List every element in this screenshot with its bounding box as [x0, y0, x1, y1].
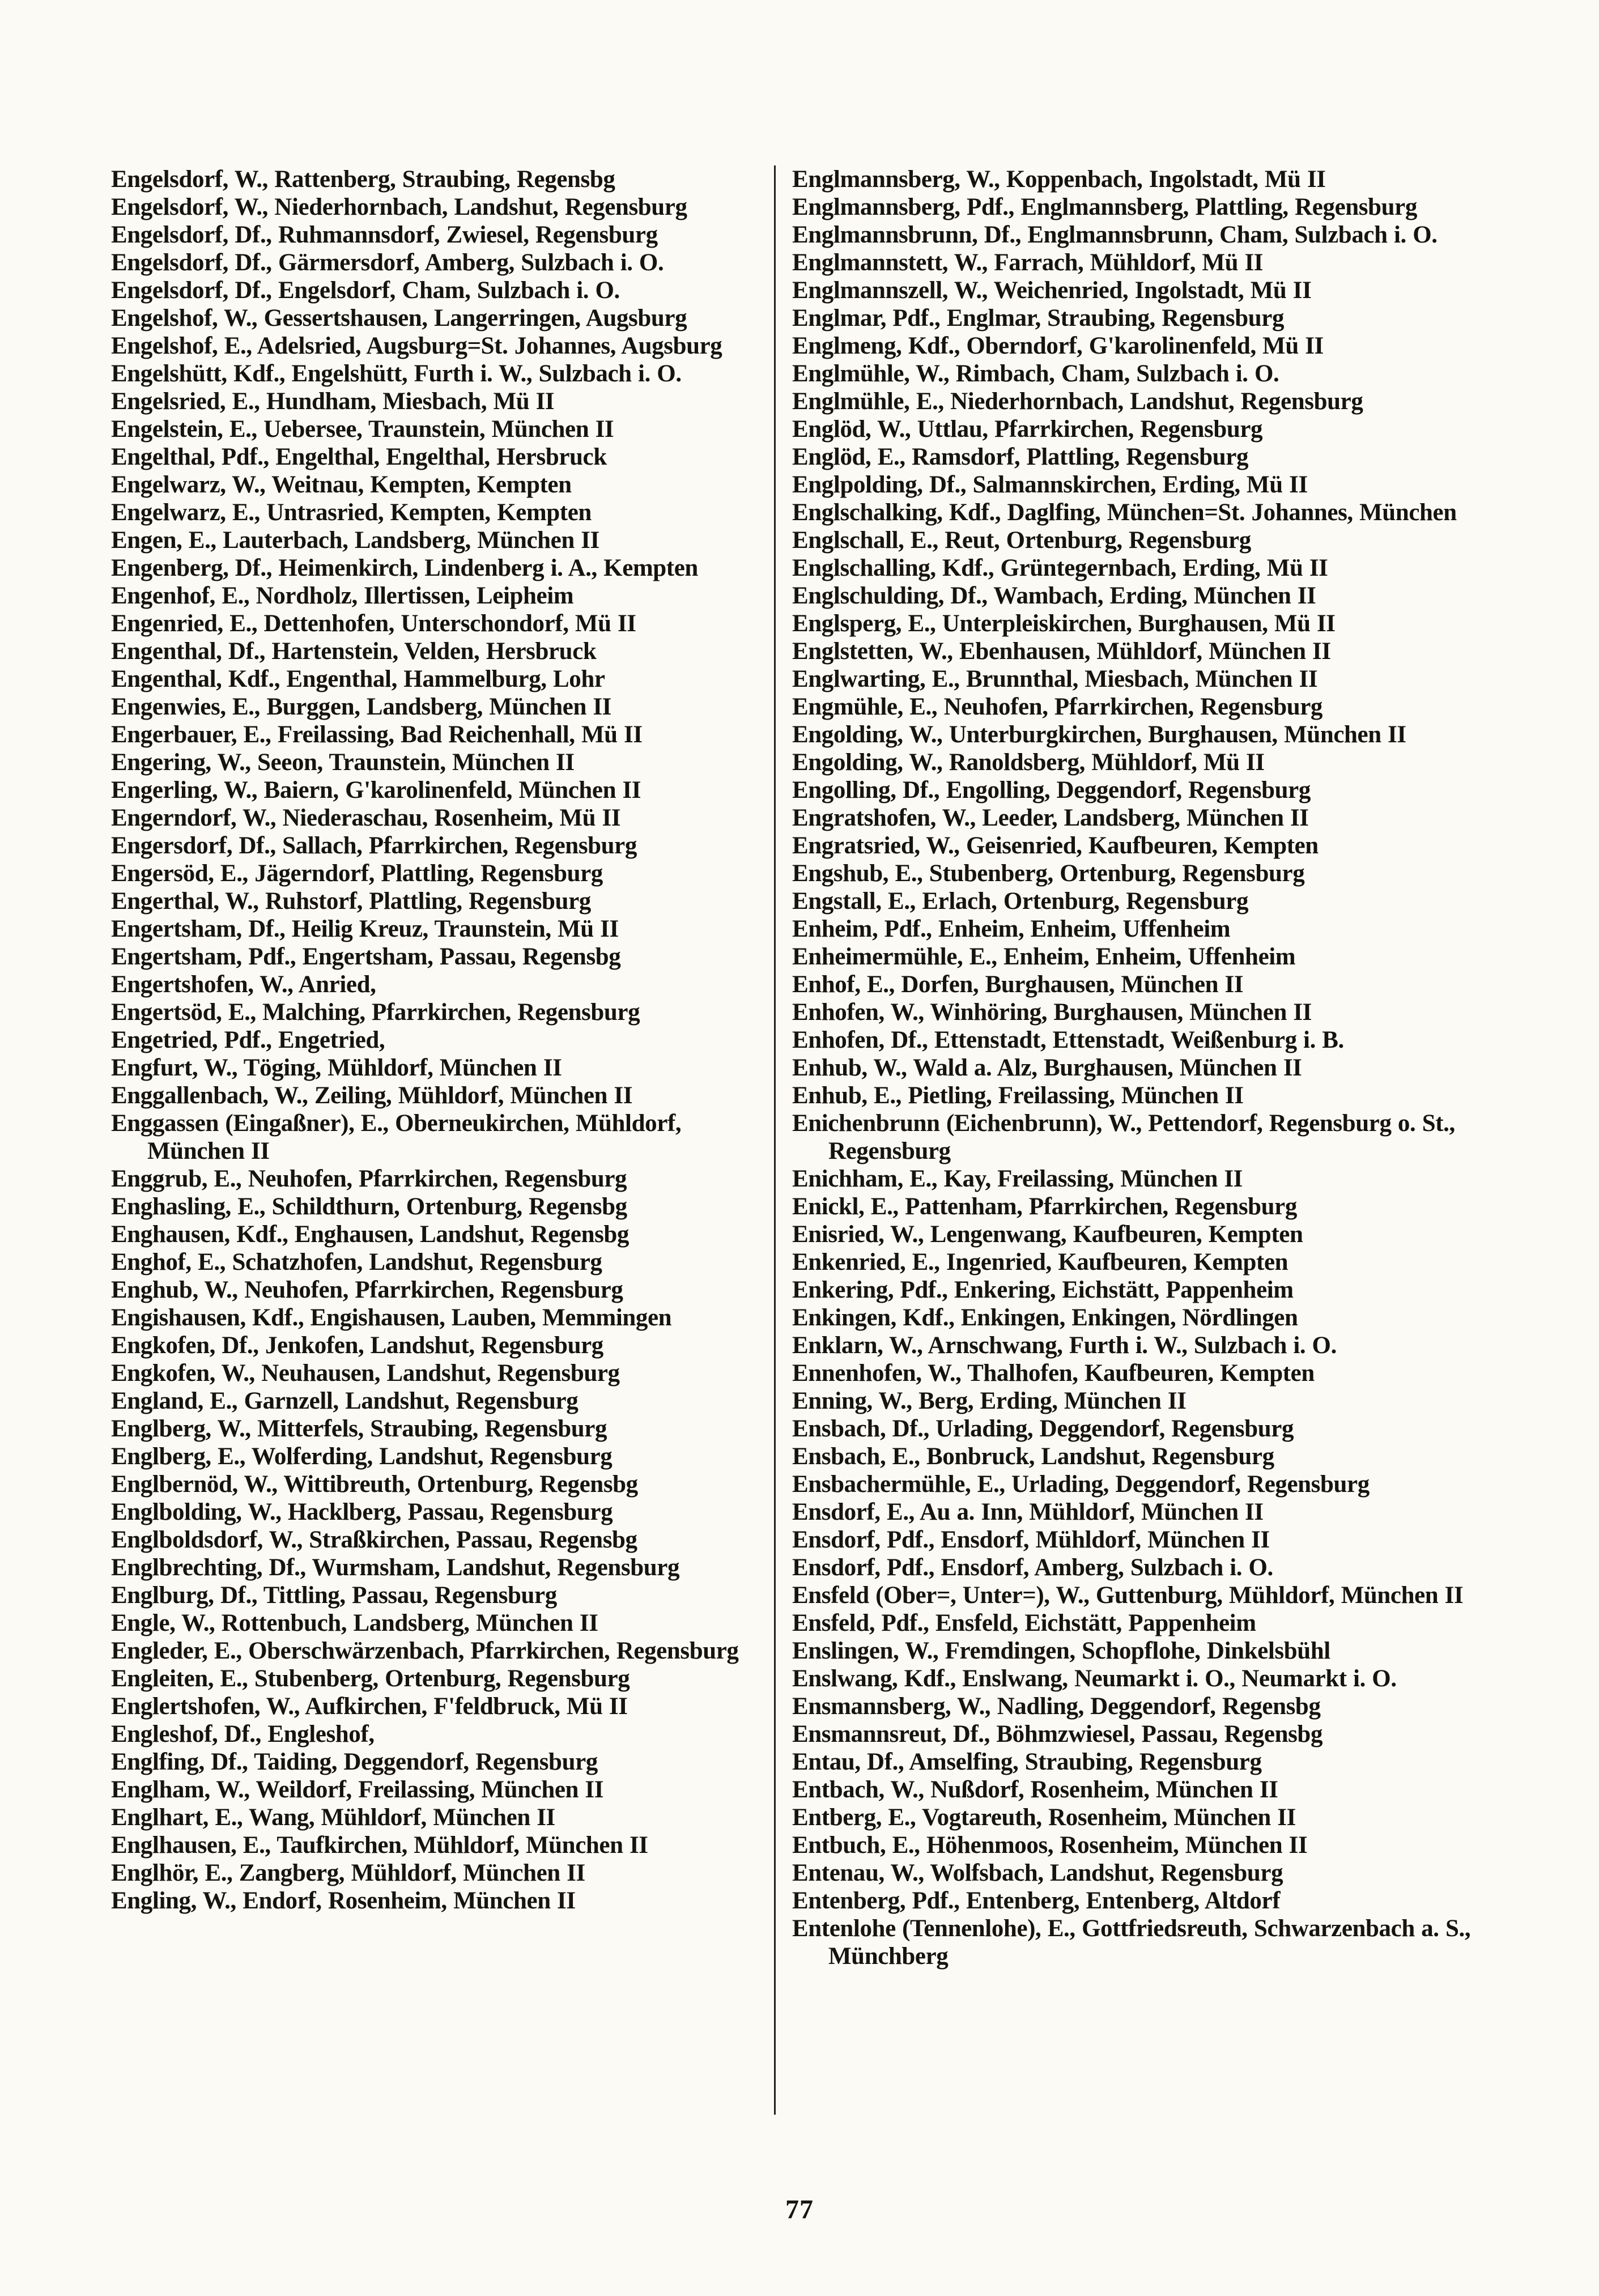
entry: Engstall, E., Erlach, Ortenburg, Regensburg	[792, 888, 1249, 915]
page-number: 77	[785, 2195, 814, 2225]
entry: Enhub, E., Pietling, Freilassing, München II	[792, 1082, 1244, 1109]
entry: Enning, W., Berg, Erding, München II	[792, 1388, 1187, 1414]
entry: Englschalling, Kdf., Grüntegernbach, Erding, Mü II	[792, 555, 1328, 581]
entry: Ensdorf, Pdf., Ensdorf, Mühldorf, München II	[792, 1527, 1270, 1553]
entry: Englschalking, Kdf., Daglfing, München=St. Johannes, München	[792, 499, 1457, 526]
entry: Engelstein, E., Uebersee, Traunstein, München II	[111, 416, 614, 443]
entry: Englmannsberg, Pdf., Englmannsberg, Plattling, Regensburg	[792, 194, 1417, 220]
entry: Enggrub, E., Neuhofen, Pfarrkirchen, Regensburg	[111, 1166, 627, 1192]
entry: Englboldsdorf, W., Straßkirchen, Passau, Regensbg	[111, 1527, 637, 1553]
entry: Entbach, W., Nußdorf, Rosenheim, München II	[792, 1776, 1278, 1803]
entry: Engmühle, E., Neuhofen, Pfarrkirchen, Regensburg	[792, 694, 1323, 720]
entry: Engelwarz, E., Untrasried, Kempten, Kempten	[111, 499, 592, 526]
entry: Engerthal, W., Ruhstorf, Plattling, Regensburg	[111, 888, 591, 915]
entry: Engelsdorf, W., Rattenberg, Straubing, Regensbg	[111, 166, 615, 193]
entry: Engerndorf, W., Niederaschau, Rosenheim, Mü II	[111, 805, 621, 831]
entry: Ensdorf, Pdf., Ensdorf, Amberg, Sulzbach i. O.	[792, 1554, 1273, 1581]
entry: Engertsöd, E., Malching, Pfarrkirchen, Regensburg	[111, 999, 640, 1026]
entry: Englmannstett, W., Farrach, Mühldorf, Mü II	[792, 249, 1264, 276]
entry: Engenried, E., Dettenhofen, Unterschondorf, Mü II	[111, 610, 636, 637]
entry: Engelsdorf, W., Niederhornbach, Landshut, Regensburg	[111, 194, 687, 220]
entry: Enichham, E., Kay, Freilassing, München II	[792, 1166, 1243, 1192]
entry: Engelsdorf, Df., Engelsdorf, Cham, Sulzbach i. O.	[111, 277, 620, 304]
entry: Enghasling, E., Schildthurn, Ortenburg, Regensbg	[111, 1193, 627, 1220]
entry: Ensdorf, E., Au a. Inn, Mühldorf, München II	[792, 1499, 1264, 1525]
entry: Engersöd, E., Jägerndorf, Plattling, Regensburg	[111, 860, 603, 887]
entry: Entau, Df., Amselfing, Straubing, Regensburg	[792, 1749, 1262, 1775]
entry: Ensbachermühle, E., Urlading, Deggendorf, Regensburg	[792, 1471, 1370, 1498]
entry: Entenlohe (Tennenlohe), E., Gottfriedsreuth, Schwarzenbach a. S., Münchberg	[792, 1915, 1471, 1970]
entry: Englstetten, W., Ebenhausen, Mühldorf, München II	[792, 638, 1331, 665]
entry: Englschulding, Df., Wambach, Erding, München II	[792, 582, 1316, 609]
entry: Engelshof, E., Adelsried, Augsburg=St. Johannes, Augsburg	[111, 333, 722, 359]
entry: Entberg, E., Vogtareuth, Rosenheim, München II	[792, 1804, 1296, 1831]
entry: Englbernöd, W., Wittibreuth, Ortenburg, Regensbg	[111, 1471, 638, 1498]
entry: Engle, W., Rottenbuch, Landsberg, München II	[111, 1610, 598, 1636]
entry: Engling, W., Endorf, Rosenheim, München II	[111, 1887, 576, 1914]
entry: Englöd, W., Uttlau, Pfarrkirchen, Regensburg	[792, 416, 1263, 443]
entry: Engerling, W., Baiern, G'karolinenfeld, München II	[111, 777, 641, 803]
entry: Engelthal, Pdf., Engelthal, Engelthal, Hersbruck	[111, 444, 607, 470]
entry: Engleshof, Df., Engleshof,	[111, 1721, 375, 1747]
entry: Englpolding, Df., Salmannskirchen, Erding, Mü II	[792, 471, 1308, 498]
entry: Englbolding, W., Hacklberg, Passau, Regensburg	[111, 1499, 613, 1525]
entry: Englhart, E., Wang, Mühldorf, München II	[111, 1804, 555, 1831]
right-column	[792, 165, 1498, 1970]
entry: Enslingen, W., Fremdingen, Schopflohe, Dinkelsbühl	[792, 1638, 1330, 1664]
entry: Enkering, Pdf., Enkering, Eichstätt, Pappenheim	[792, 1277, 1294, 1303]
entry: Engertsham, Pdf., Engertsham, Passau, Regensbg	[111, 943, 621, 970]
entry: Engishausen, Kdf., Engishausen, Lauben, Memmingen	[111, 1304, 672, 1331]
entry: Enghof, E., Schatzhofen, Landshut, Regensburg	[111, 1249, 602, 1275]
entry: Enisried, W., Lengenwang, Kaufbeuren, Kempten	[792, 1221, 1303, 1248]
entry: Engelshütt, Kdf., Engelshütt, Furth i. W., Sulzbach i. O.	[111, 360, 682, 387]
entry: Engleder, E., Oberschwärzenbach, Pfarrkirchen, Regensburg	[111, 1638, 739, 1664]
entry: Engenthal, Df., Hartenstein, Velden, Hersbruck	[111, 638, 597, 665]
entry: Engelsdorf, Df., Gärmersdorf, Amberg, Sulzbach i. O.	[111, 249, 664, 276]
entry: Englhausen, E., Taufkirchen, Mühldorf, München II	[111, 1832, 648, 1859]
entry: Engenhof, E., Nordholz, Illertissen, Leipheim	[111, 582, 574, 609]
entry: Engshub, E., Stubenberg, Ortenburg, Regensburg	[792, 860, 1305, 887]
entry: Englmannsberg, W., Koppenbach, Ingolstadt, Mü II	[792, 166, 1326, 193]
entry: Engfurt, W., Töging, Mühldorf, München II	[111, 1055, 562, 1081]
entry: Engenthal, Kdf., Engenthal, Hammelburg, Lohr	[111, 666, 605, 692]
entry: Engerbauer, E., Freilassing, Bad Reichenhall, Mü II	[111, 721, 643, 748]
entry: Enhofen, W., Winhöring, Burghausen, München II	[792, 999, 1312, 1026]
entry: Ensbach, E., Bonbruck, Landshut, Regensburg	[792, 1443, 1274, 1470]
entry: Engratshofen, W., Leeder, Landsberg, München II	[792, 805, 1309, 831]
entry: Enhofen, Df., Ettenstadt, Ettenstadt, Weißenburg i. B.	[792, 1027, 1344, 1053]
entry: Engetried, Pdf., Engetried,	[111, 1027, 385, 1053]
entry: Enslwang, Kdf., Enslwang, Neumarkt i. O., Neumarkt i. O.	[792, 1665, 1397, 1692]
entry: Engleiten, E., Stubenberg, Ortenburg, Regensburg	[111, 1665, 630, 1692]
entry: Englmannsbrunn, Df., Englmannsbrunn, Cham, Sulzbach i. O.	[792, 222, 1438, 248]
entry: Engelwarz, W., Weitnau, Kempten, Kempten	[111, 471, 572, 498]
entry: Englertshofen, W., Aufkirchen, F'feldbruck, Mü II	[111, 1693, 628, 1720]
entry: Enichenbrunn (Eichenbrunn), W., Pettendorf, Regensburg o. St., Regensburg	[792, 1110, 1455, 1164]
entry: Englmannszell, W., Weichenried, Ingolstadt, Mü II	[792, 277, 1312, 304]
entry: Engratsried, W., Geisenried, Kaufbeuren, Kempten	[792, 832, 1319, 859]
entry: Entbuch, E., Höhenmoos, Rosenheim, München II	[792, 1832, 1308, 1859]
entry: Enkingen, Kdf., Enkingen, Enkingen, Nördlingen	[792, 1304, 1298, 1331]
entry: Engersdorf, Df., Sallach, Pfarrkirchen, Regensburg	[111, 832, 637, 859]
entry: Engelshof, W., Gessertshausen, Langerringen, Augsburg	[111, 305, 687, 331]
entry: Enheimermühle, E., Enheim, Enheim, Uffenheim	[792, 943, 1296, 970]
entry: Enggallenbach, W., Zeiling, Mühldorf, München II	[111, 1082, 633, 1109]
entry: Engolding, W., Unterburgkirchen, Burghausen, München II	[792, 721, 1406, 748]
entry: Englmühle, E., Niederhornbach, Landshut, Regensburg	[792, 388, 1363, 415]
entry: Ennenhofen, W., Thalhofen, Kaufbeuren, Kempten	[792, 1360, 1315, 1387]
entry: Enhof, E., Dorfen, Burghausen, München II	[792, 971, 1244, 998]
entry: Ensfeld (Ober=, Unter=), W., Guttenburg, Mühldorf, München II	[792, 1582, 1464, 1609]
entry: Englbrechting, Df., Wurmsham, Landshut, Regensburg	[111, 1554, 680, 1581]
entry: Ensmannsberg, W., Nadling, Deggendorf, Regensbg	[792, 1693, 1321, 1720]
entry: Engenberg, Df., Heimenkirch, Lindenberg i. A., Kempten	[111, 555, 698, 581]
entry: Enklarn, W., Arnschwang, Furth i. W., Sulzbach i. O.	[792, 1332, 1337, 1359]
entry: Engolling, Df., Engolling, Deggendorf, Regensburg	[792, 777, 1311, 803]
entry: Engkofen, W., Neuhausen, Landshut, Regensburg	[111, 1360, 620, 1387]
entry: Englham, W., Weildorf, Freilassing, München II	[111, 1776, 604, 1803]
entry: Englöd, E., Ramsdorf, Plattling, Regensburg	[792, 444, 1249, 470]
entry: Engen, E., Lauterbach, Landsberg, München II	[111, 527, 599, 554]
entry: Ensmannsreut, Df., Böhmzwiesel, Passau, Regensbg	[792, 1721, 1323, 1747]
entry: Englberg, E., Wolferding, Landshut, Regensburg	[111, 1443, 613, 1470]
entry: Englmühle, W., Rimbach, Cham, Sulzbach i. O.	[792, 360, 1279, 387]
entry: Entenberg, Pdf., Entenberg, Entenberg, Altdorf	[792, 1887, 1281, 1914]
entry: Englsperg, E., Unterpleiskirchen, Burghausen, Mü II	[792, 610, 1336, 637]
entry: Englmar, Pdf., Englmar, Straubing, Regensburg	[792, 305, 1285, 331]
entry: Engenwies, E., Burggen, Landsberg, München II	[111, 694, 611, 720]
entry: Enkenried, E., Ingenried, Kaufbeuren, Kempten	[792, 1249, 1288, 1275]
entry: Englfing, Df., Taiding, Deggendorf, Regensburg	[111, 1749, 598, 1775]
entry: Englberg, W., Mitterfels, Straubing, Regensburg	[111, 1415, 607, 1442]
entry: Enhub, W., Wald a. Alz, Burghausen, München II	[792, 1055, 1302, 1081]
entry: Engelsdorf, Df., Ruhmannsdorf, Zwiesel, Regensburg	[111, 222, 658, 248]
entry: Engkofen, Df., Jenkofen, Landshut, Regensburg	[111, 1332, 603, 1359]
left-column	[111, 165, 760, 1915]
column-divider	[774, 165, 776, 2115]
entry: Englmeng, Kdf., Oberndorf, G'karolinenfeld, Mü II	[792, 333, 1324, 359]
entry: Enggassen (Eingaßner), E., Oberneukirchen, Mühldorf, München II	[111, 1110, 682, 1164]
entry: Englhör, E., Zangberg, Mühldorf, München II	[111, 1860, 585, 1886]
entry: Ensfeld, Pdf., Ensfeld, Eichstätt, Pappenheim	[792, 1610, 1256, 1636]
entry: Enheim, Pdf., Enheim, Enheim, Uffenheim	[792, 916, 1231, 942]
entry: Enghausen, Kdf., Enghausen, Landshut, Regensbg	[111, 1221, 630, 1248]
entry: Entenau, W., Wolfsbach, Landshut, Regensburg	[792, 1860, 1283, 1886]
entry: Engertshofen, W., Anried,	[111, 971, 376, 998]
entry: Engertsham, Df., Heilig Kreuz, Traunstein, Mü II	[111, 916, 619, 942]
entry: Englburg, Df., Tittling, Passau, Regensburg	[111, 1582, 557, 1609]
entry: Enghub, W., Neuhofen, Pfarrkirchen, Regensburg	[111, 1277, 623, 1303]
entry: Ensbach, Df., Urlading, Deggendorf, Regensburg	[792, 1415, 1294, 1442]
entry: Englwarting, E., Brunnthal, Miesbach, München II	[792, 666, 1318, 692]
entry: Engelsried, E., Hundham, Miesbach, Mü II	[111, 388, 555, 415]
entry: Engering, W., Seeon, Traunstein, München II	[111, 749, 575, 776]
entry: England, E., Garnzell, Landshut, Regensburg	[111, 1388, 579, 1414]
entry: Enickl, E., Pattenham, Pfarrkirchen, Regensburg	[792, 1193, 1297, 1220]
entry: Englschall, E., Reut, Ortenburg, Regensburg	[792, 527, 1251, 554]
entry: Engolding, W., Ranoldsberg, Mühldorf, Mü II	[792, 749, 1265, 776]
